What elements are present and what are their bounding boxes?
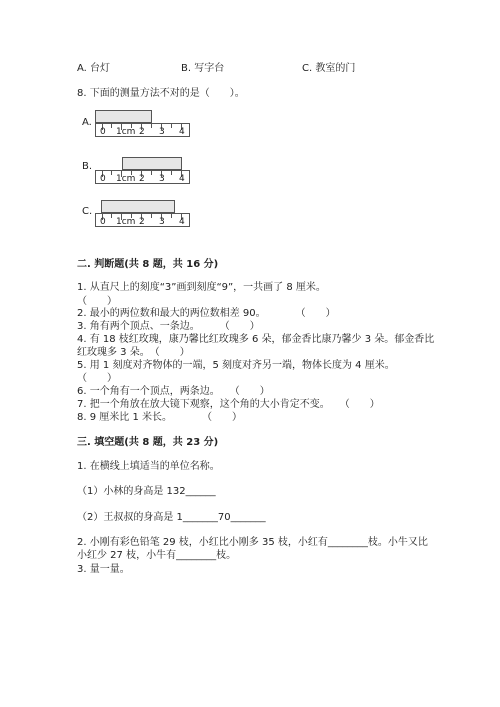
statement-line: 1. 从直尺上的刻度“3”画到刻度“9”，一共画了 8 厘米。 (77, 282, 326, 293)
question-line: 3. 量一量。 (77, 564, 130, 575)
tick-label: 2 (139, 174, 145, 184)
option-a: A. 台灯 (77, 63, 111, 74)
ruler-figure-a (95, 110, 190, 137)
tick-label: 1cm (116, 174, 136, 184)
statement-line: 8. 9 厘米比 1 米长。 （ ） (77, 412, 242, 423)
measured-object (101, 200, 175, 213)
tick-label: 3 (159, 217, 165, 227)
answer-blank: （ ） (77, 373, 117, 384)
option-c: C. 教室的门 (302, 63, 356, 74)
tick-label: 2 (139, 217, 145, 227)
option-c-label: C. (82, 206, 93, 217)
tick-label: 4 (179, 217, 185, 227)
section-title: 三. 填空题(共 8 题，共 23 分) (77, 437, 219, 448)
tick-label: 3 (159, 127, 165, 137)
statement-line: 3. 角有两个顶点、一条边。 （ ） (77, 321, 260, 332)
statement-line: 4. 有 18 枝红玫瑰，康乃馨比红玫瑰多 6 朵，郁金香比康乃馨少 3 朵。郁金香比 (77, 334, 435, 345)
ruler (95, 170, 190, 184)
fill-blank-line: （2）王叔叔的身高是 1_______70_______ (77, 512, 266, 523)
question-line: 小红少 27 枝，小牛有________枝。 (77, 550, 237, 561)
tick-label: 2 (139, 127, 145, 137)
statement-line: 2. 最小的两位数和最大的两位数相差 90。 （ ） (77, 308, 336, 319)
ruler (95, 123, 190, 137)
measured-object (122, 157, 182, 170)
tick-label: 4 (179, 174, 185, 184)
option-a-label: A. (82, 117, 92, 128)
question-8: 8. 下面的测量方法不对的是（ ）。 (77, 88, 245, 99)
measured-object (95, 110, 152, 123)
tick-label: 0 (100, 217, 106, 227)
option-b-label: B. (82, 161, 93, 172)
tick-label: 0 (100, 174, 106, 184)
tick-label: 1cm (116, 127, 136, 137)
tick-label: 4 (179, 127, 185, 137)
ruler (95, 213, 190, 227)
ruler-figure-c (95, 200, 190, 227)
option-b: B. 写字台 (181, 63, 225, 74)
question-line: 2. 小刚有彩色铅笔 29 枝，小红比小刚多 35 枝，小红有________枝。小牛又比 (77, 537, 428, 548)
fill-blank-line: （1）小林的身高是 132______ (77, 486, 216, 497)
section-title: 二. 判断题(共 8 题，共 16 分) (77, 259, 219, 270)
statement-line: 6. 一个角有一个顶点，两条边。 （ ） (77, 386, 270, 397)
tick-label: 0 (100, 127, 106, 137)
statement-line: 7. 把一个角放在放大镜下观察，这个角的大小肯定不变。 （ ） (77, 399, 380, 410)
statement-line: 红玫瑰多 3 朵。 （ ） (77, 347, 190, 358)
ruler-figure-b (95, 157, 190, 184)
statement-line: 5. 用 1 刻度对齐物体的一端，5 刻度对齐另一端，物体长度为 4 厘米。 (77, 360, 395, 371)
question-line: 1. 在横线上填适当的单位名称。 (77, 461, 220, 472)
tick-label: 3 (159, 174, 165, 184)
tick-label: 1cm (116, 217, 136, 227)
answer-blank: （ ） (77, 296, 117, 307)
